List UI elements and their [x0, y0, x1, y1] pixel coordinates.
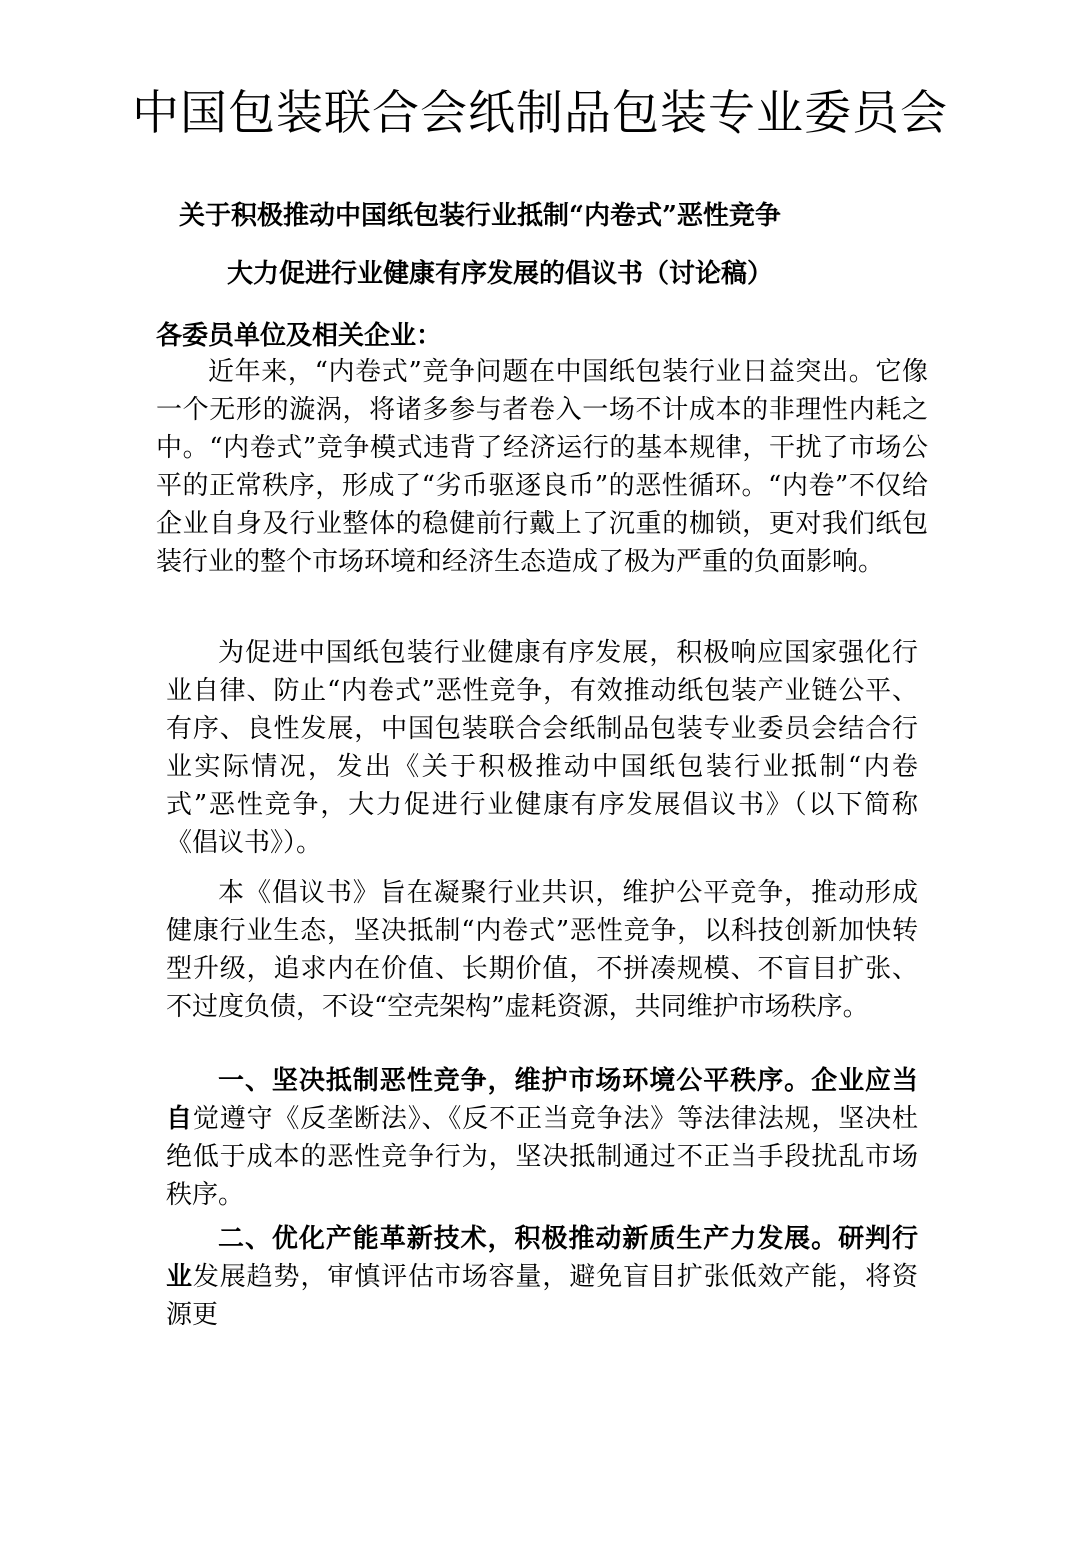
paragraph-1-text: 近年来，“内卷式”竞争问题在中国纸包装行业日益突出。它像一个无形的漩涡，将诸多参与者卷入一场不计成本的非理性内耗之中。“内卷式”竞争模式违背了经济运行的基本规律，干扰了市场公平的正常秩序，形成了“劣币驱逐良币”的恶性循环。“内卷”不仅给企业自身及行业整体的稳健前行戴上了沉重的枷锁，更对我们纸包装行业的整个市场环境和经济生态造成了极为严重的负面影响。 — [156, 357, 928, 577]
paragraph-2 — [166, 634, 918, 862]
paragraph-4-heading: 一、坚决抵制恶性竞争，维护市场环境公平秩序。企业应当自 — [166, 1066, 918, 1134]
paragraph-3 — [166, 874, 918, 1026]
paragraph-4 — [166, 1062, 918, 1214]
document-title-line-1: 关于积极推动中国纸包装行业抵制“内卷式”恶性竞争 — [179, 201, 781, 231]
paragraph-5 — [166, 1220, 918, 1334]
document-title-line-2: 大力促进行业健康有序发展的倡议书（讨论稿） — [227, 259, 774, 289]
paragraph-5-text: 发展趋势，审慎评估市场容量，避免盲目扩张低效产能，将资源更 — [166, 1262, 918, 1330]
paragraph-4-text: 觉遵守《反垄断法》、《反不正当竞争法》等法律法规，坚决杜绝低于成本的恶性竞争行为，坚决抵制通过不正当手段扰乱市场秩序。 — [166, 1104, 918, 1210]
paragraph-2-text: 为促进中国纸包装行业健康有序发展，积极响应国家强化行业自律、防止“内卷式”恶性竞争，有效推动纸包装产业链公平、有序、良性发展，中国包装联合会纸制品包装专业委员会结合行业实际情况，发出《关于积极推动中国纸包装行业抵制“内卷式”恶性竞争，大力促进行业健康有序发展倡议书》（以下简称《倡议书》）。 — [166, 638, 918, 858]
paragraph-1 — [156, 353, 928, 581]
organization-title: 中国包装联合会纸制品包装专业委员会 — [132, 86, 948, 141]
salutation: 各委员单位及相关企业： — [156, 321, 443, 351]
paragraph-5-heading: 二、优化产能革新技术，积极推动新质生产力发展。研判行业 — [166, 1224, 918, 1292]
paragraph-3-text: 本《倡议书》旨在凝聚行业共识，维护公平竞争，推动形成健康行业生态，坚决抵制“内卷式”恶性竞争，以科技创新加快转型升级，追求内在价值、长期价值，不拼凑规模、不盲目扩张、不过度负债，不设“空壳架构”虚耗资源，共同维护市场秩序。 — [166, 878, 918, 1022]
